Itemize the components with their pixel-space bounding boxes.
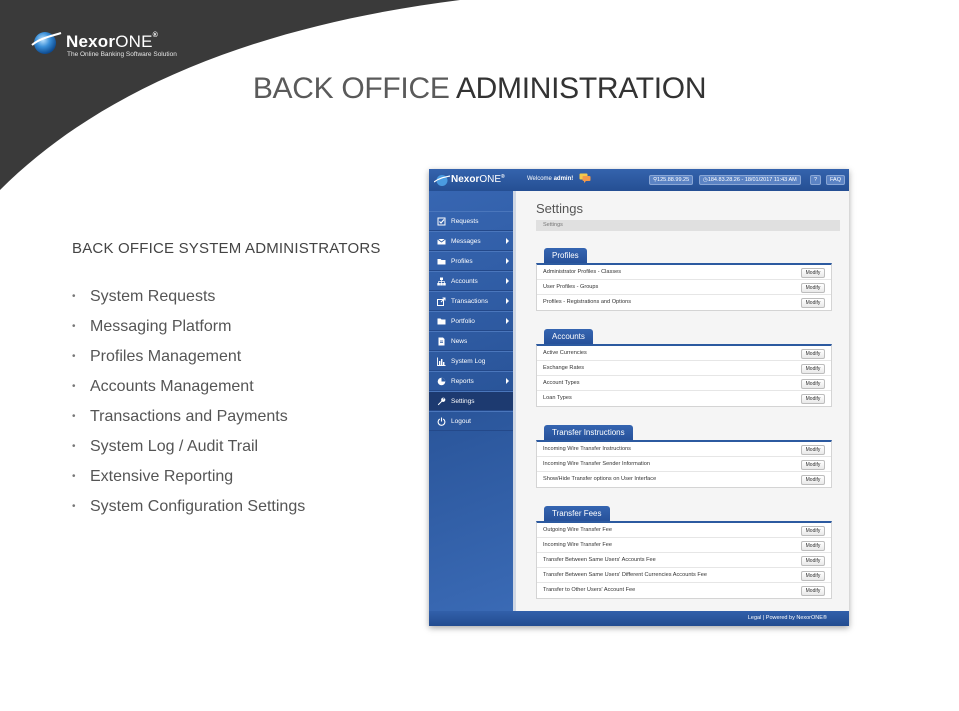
footer-text[interactable]: Legal | Powered by NexorONE® — [747, 615, 827, 621]
feature-label: System Configuration Settings — [90, 498, 306, 515]
settings-row — [537, 523, 831, 538]
help-button[interactable]: ? — [810, 175, 821, 185]
feature-label: Accounts Management — [90, 378, 254, 395]
sidebar-item-portfolio[interactable] — [429, 311, 513, 331]
nexorone-logo — [30, 26, 190, 62]
bullet-icon: • — [72, 351, 76, 362]
section-profiles — [536, 245, 832, 311]
settings-row — [537, 391, 831, 406]
settings-row — [537, 376, 831, 391]
sidebar-item-label: Reports — [451, 377, 474, 385]
sidebar-item-accounts[interactable] — [429, 271, 513, 291]
sidebar-item-label: System Log — [451, 357, 486, 365]
sidebar-item-news[interactable] — [429, 331, 513, 351]
modify-button[interactable]: Modify — [801, 298, 825, 308]
wrench-icon — [437, 397, 446, 406]
globe-icon — [30, 28, 62, 56]
modify-button[interactable]: Modify — [801, 283, 825, 293]
checkbox-icon — [437, 217, 446, 226]
sidebar-item-requests[interactable] — [429, 211, 513, 231]
envelope-icon — [437, 237, 446, 246]
settings-row — [537, 346, 831, 361]
settings-row-label: Loan Types — [543, 395, 572, 401]
feature-label: Messaging Platform — [90, 318, 232, 335]
bar-chart-icon — [437, 357, 446, 366]
settings-row-label: Administrator Profiles - Classes — [543, 269, 622, 275]
feature-item — [72, 316, 305, 346]
sidebar-item-settings[interactable] — [429, 391, 513, 411]
feature-list — [72, 286, 305, 526]
modify-button[interactable]: Modify — [801, 475, 825, 485]
sidebar-item-messages[interactable] — [429, 231, 513, 251]
feature-label: System Requests — [90, 288, 216, 305]
settings-row-label: Transfer Between Same Users' Different Currencies Accounts Fee — [543, 572, 707, 578]
feature-label: Profiles Management — [90, 348, 242, 365]
feature-item — [72, 466, 305, 496]
sidebar-item-label: News — [451, 337, 468, 345]
settings-row — [537, 280, 831, 295]
bullet-icon: • — [72, 471, 76, 482]
document-icon — [437, 337, 446, 346]
bullet-icon: • — [72, 291, 76, 302]
sidebar-item-transactions[interactable] — [429, 291, 513, 311]
sidebar-item-system-log[interactable] — [429, 351, 513, 371]
sidebar-item-label: Settings — [451, 397, 475, 405]
section-transfer-fees — [536, 503, 832, 599]
sidebar-item-label: Messages — [451, 237, 481, 245]
feature-item — [72, 286, 305, 316]
bullet-icon: • — [72, 411, 76, 422]
pie-chart-icon — [437, 377, 446, 386]
settings-row-label: Account Types — [543, 380, 580, 386]
settings-row — [537, 553, 831, 568]
app-logo[interactable]: NexorONE® — [434, 172, 524, 188]
power-icon — [437, 417, 446, 426]
chevron-right-icon — [506, 278, 509, 284]
settings-content — [513, 191, 849, 611]
modify-button[interactable]: Modify — [801, 556, 825, 566]
faq-button[interactable]: FAQ — [826, 175, 845, 185]
settings-row — [537, 472, 831, 487]
modify-button[interactable]: Modify — [801, 586, 825, 596]
settings-row-label: Exchange Rates — [543, 365, 585, 371]
sidebar-item-label: Profiles — [451, 257, 473, 265]
feature-label: Transactions and Payments — [90, 408, 288, 425]
section-body — [536, 344, 832, 407]
datetime-badge: ◷184.83.28.26 - 18/01/2017 11:43 AM — [699, 175, 801, 185]
settings-row-label: Active Currencies — [543, 350, 587, 356]
settings-row — [537, 442, 831, 457]
feature-item — [72, 436, 305, 466]
logo-wordmark: NexorONE® — [66, 32, 158, 51]
settings-row — [537, 568, 831, 583]
sidebar-item-label: Logout — [451, 417, 471, 425]
app-screenshot — [429, 169, 849, 626]
settings-row-label: Profiles - Registrations and Options — [543, 299, 631, 305]
settings-row-label: Incoming Wire Transfer Fee — [543, 542, 613, 548]
bullet-icon: • — [72, 501, 76, 512]
modify-button[interactable]: Modify — [801, 460, 825, 470]
sidebar-item-label: Transactions — [451, 297, 488, 305]
settings-row — [537, 295, 831, 310]
chevron-right-icon — [506, 258, 509, 264]
section-heading: BACK OFFICE SYSTEM ADMINISTRATORS — [72, 240, 381, 257]
settings-row-label: Transfer Between Same Users' Accounts Fee — [543, 557, 656, 563]
feature-label: System Log / Audit Trail — [90, 438, 259, 455]
settings-row — [537, 457, 831, 472]
chevron-right-icon — [506, 238, 509, 244]
bullet-icon: • — [72, 321, 76, 332]
sidebar-item-profiles[interactable] — [429, 251, 513, 271]
modify-button[interactable]: Modify — [801, 541, 825, 551]
modify-button[interactable]: Modify — [801, 379, 825, 389]
logo-tagline: The Online Banking Software Solution — [67, 51, 177, 58]
section-title: Transfer Instructions — [544, 425, 633, 440]
chevron-right-icon — [506, 318, 509, 324]
sidebar-nav — [429, 211, 513, 431]
sidebar-item-label: Portfolio — [451, 317, 475, 325]
share-icon — [437, 297, 446, 306]
settings-row-label: Incoming Wire Transfer Instructions — [543, 446, 631, 452]
feature-item — [72, 496, 305, 526]
chat-icon[interactable] — [579, 173, 591, 183]
folder-icon — [437, 317, 446, 326]
modify-button[interactable]: Modify — [801, 394, 825, 404]
sidebar — [429, 191, 513, 611]
chevron-right-icon — [506, 378, 509, 384]
section-accounts — [536, 326, 832, 407]
feature-item — [72, 406, 305, 436]
settings-row-label: Show/Hide Transfer options on User Interface — [543, 476, 657, 482]
section-body — [536, 263, 832, 311]
settings-row-label: Incoming Wire Transfer Sender Information — [543, 461, 650, 467]
settings-row-label: Outgoing Wire Transfer Fee — [543, 527, 613, 533]
globe-icon — [434, 173, 450, 187]
sidebar-item-label: Accounts — [451, 277, 478, 285]
section-body — [536, 440, 832, 488]
feature-item — [72, 376, 305, 406]
modify-button[interactable]: Modify — [801, 268, 825, 278]
section-body — [536, 521, 832, 599]
modify-button[interactable]: Modify — [801, 364, 825, 374]
page-title: Settings — [536, 201, 583, 216]
bullet-icon: • — [72, 381, 76, 392]
sidebar-item-logout[interactable] — [429, 411, 513, 431]
section-title: Transfer Fees — [544, 506, 610, 521]
app-footer — [429, 611, 849, 626]
folder-open-icon — [437, 257, 446, 266]
section-title: Accounts — [544, 329, 593, 344]
modify-button[interactable]: Modify — [801, 571, 825, 581]
settings-row — [537, 538, 831, 553]
settings-row — [537, 583, 831, 598]
welcome-text: Welcome admin! — [527, 176, 574, 182]
sidebar-item-reports[interactable] — [429, 371, 513, 391]
settings-row-label: Transfer to Other Users' Account Fee — [543, 587, 636, 593]
settings-row — [537, 361, 831, 376]
sidebar-item-label: Requests — [451, 217, 479, 225]
bullet-icon: • — [72, 441, 76, 452]
feature-item — [72, 346, 305, 376]
breadcrumb: Settings — [536, 220, 840, 231]
sitemap-icon — [437, 277, 446, 286]
section-title: Profiles — [544, 248, 587, 263]
ip-badge: ⚲125.88.99.25 — [649, 175, 693, 185]
settings-row-label: User Profiles - Groups — [543, 284, 599, 290]
feature-label: Extensive Reporting — [90, 468, 234, 485]
modify-button[interactable]: Modify — [801, 526, 825, 536]
chevron-right-icon — [506, 298, 509, 304]
slide-title: BACK OFFICE ADMINISTRATION — [252, 72, 707, 105]
modify-button[interactable]: Modify — [801, 445, 825, 455]
settings-row — [537, 265, 831, 280]
app-header — [429, 169, 849, 191]
modify-button[interactable]: Modify — [801, 349, 825, 359]
section-transfer-instructions — [536, 422, 832, 488]
